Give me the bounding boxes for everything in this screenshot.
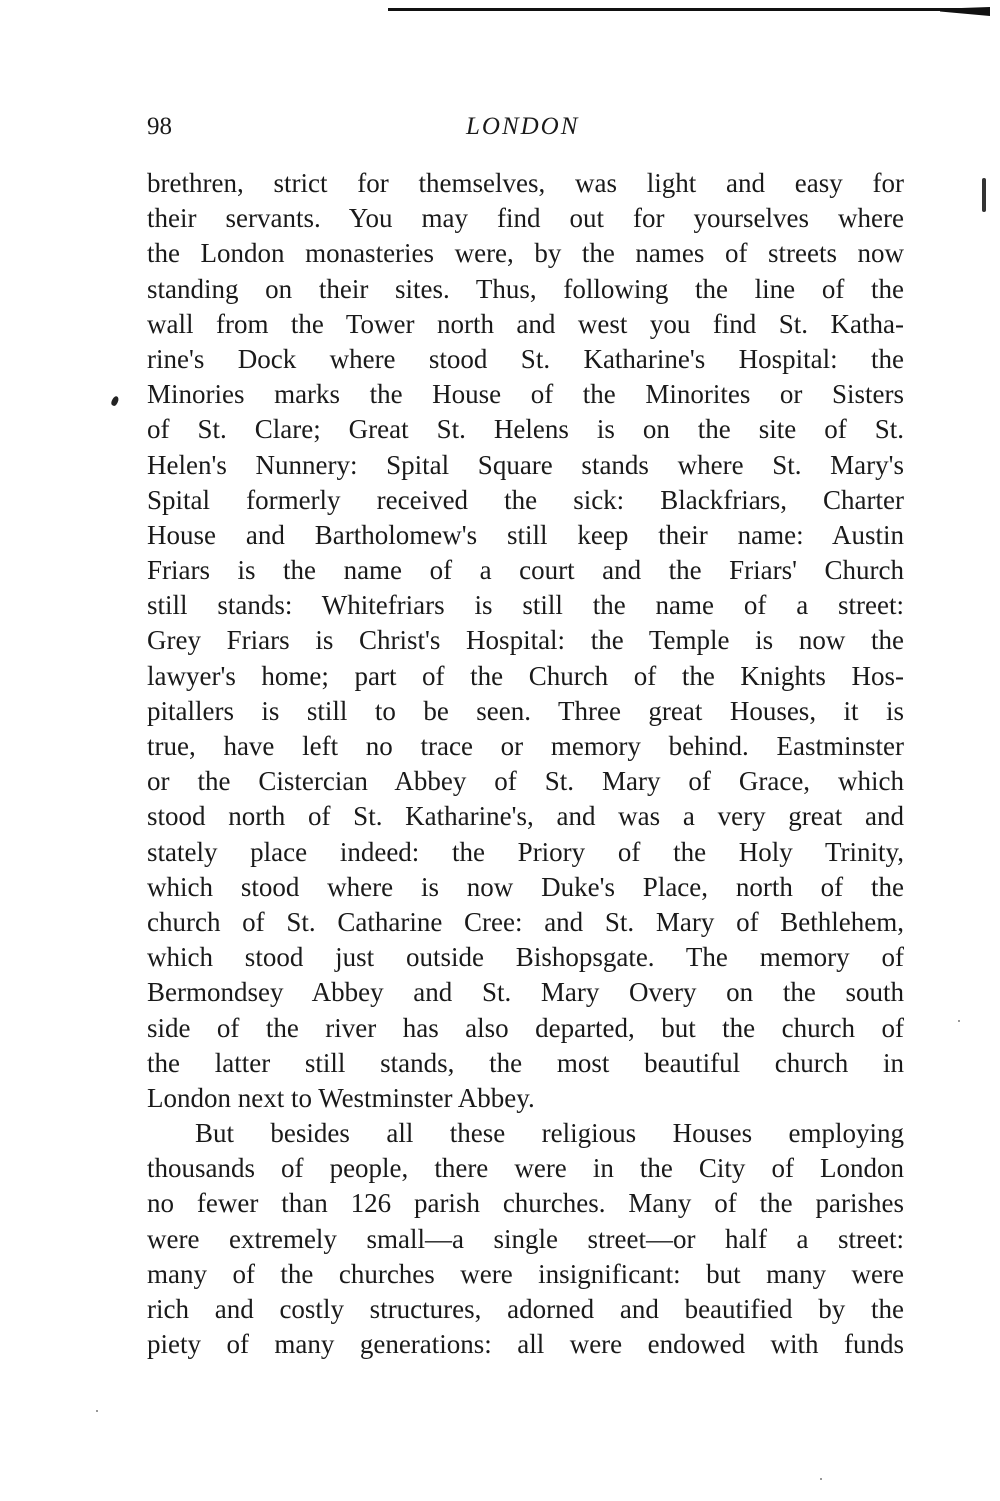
text-line: piety of many generations: all were endowed with funds [147, 1329, 904, 1360]
text-line: lawyer's home; part of the Church of the Knights Hos- [147, 660, 904, 691]
text-line: which stood just outside Bishopsgate. The memory of [147, 942, 904, 973]
body-text [147, 166, 904, 1362]
text-line: church of St. Catharine Cree: and St. Mary of Bethlehem, [147, 906, 904, 937]
margin-mark [110, 395, 120, 407]
edge-mark [982, 178, 986, 212]
text-line: the latter still stands, the most beautiful church in [147, 1047, 904, 1078]
text-line: stood north of St. Katharine's, and was a very great and [147, 801, 904, 832]
paper-speck [820, 1478, 822, 1480]
text-line: brethren, strict for themselves, was light and easy for [147, 168, 904, 198]
text-line: Friars is the name of a court and the Friars' Church [147, 555, 904, 586]
text-line: standing on their sites. Thus, following the line of the [147, 273, 904, 304]
text-line: rine's Dock where stood St. Katharine's Hospital: the [147, 343, 904, 374]
paragraph-start-line: But besides all these religious Houses employing [195, 1118, 904, 1149]
top-rule [388, 8, 988, 11]
text-line: thousands of people, there were in the City of London [147, 1153, 904, 1184]
text-line: Bermondsey Abbey and St. Mary Overy on the south [147, 977, 904, 1008]
text-line: Minories marks the House of the Minorites or Sisters [147, 379, 904, 410]
text-line: Helen's Nunnery: Spital Square stands where St. Mary's [147, 449, 904, 480]
text-line: rich and costly structures, adorned and beautified by the [147, 1294, 904, 1324]
page-number: 98 [147, 113, 172, 140]
text-line: their servants. You may find out for yourselves where [147, 203, 904, 234]
paper-speck [958, 1020, 960, 1022]
text-line: still stands: Whitefriars is still the name of a street: [147, 590, 904, 621]
text-line: wall from the Tower north and west you find St. Katha- [147, 308, 904, 339]
text-line: House and Bartholomew's still keep their name: Austin [147, 519, 904, 550]
text-line: true, have left no trace or memory behind. Eastminster [147, 731, 904, 761]
paper-speck [96, 1410, 98, 1412]
text-line: side of the river has also departed, but the church of [147, 1012, 904, 1043]
text-line: the London monasteries were, by the names of streets now [147, 238, 904, 269]
text-line: pitallers is still to be seen. Three great Houses, it is [147, 695, 904, 726]
text-line: of St. Clare; Great St. Helens is on the site of St. [147, 414, 904, 445]
running-title: LONDON [466, 113, 580, 140]
text-line: Spital formerly received the sick: Blackfriars, Charter [147, 484, 904, 515]
paragraph-end-line: London next to Westminster Abbey. [147, 1082, 535, 1113]
text-line: or the Cistercian Abbey of St. Mary of Grace, which [147, 766, 904, 797]
text-line: stately place indeed: the Priory of the Holy Trinity, [147, 836, 904, 867]
text-line: many of the churches were insignificant: but many were [147, 1258, 904, 1289]
text-line: which stood where is now Duke's Place, north of the [147, 871, 904, 902]
text-line: no fewer than 126 parish churches. Many of the parishes [147, 1188, 904, 1219]
text-line: Grey Friars is Christ's Hospital: the Temple is now the [147, 625, 904, 656]
text-line: were extremely small—a single street—or half a street: [147, 1223, 904, 1254]
